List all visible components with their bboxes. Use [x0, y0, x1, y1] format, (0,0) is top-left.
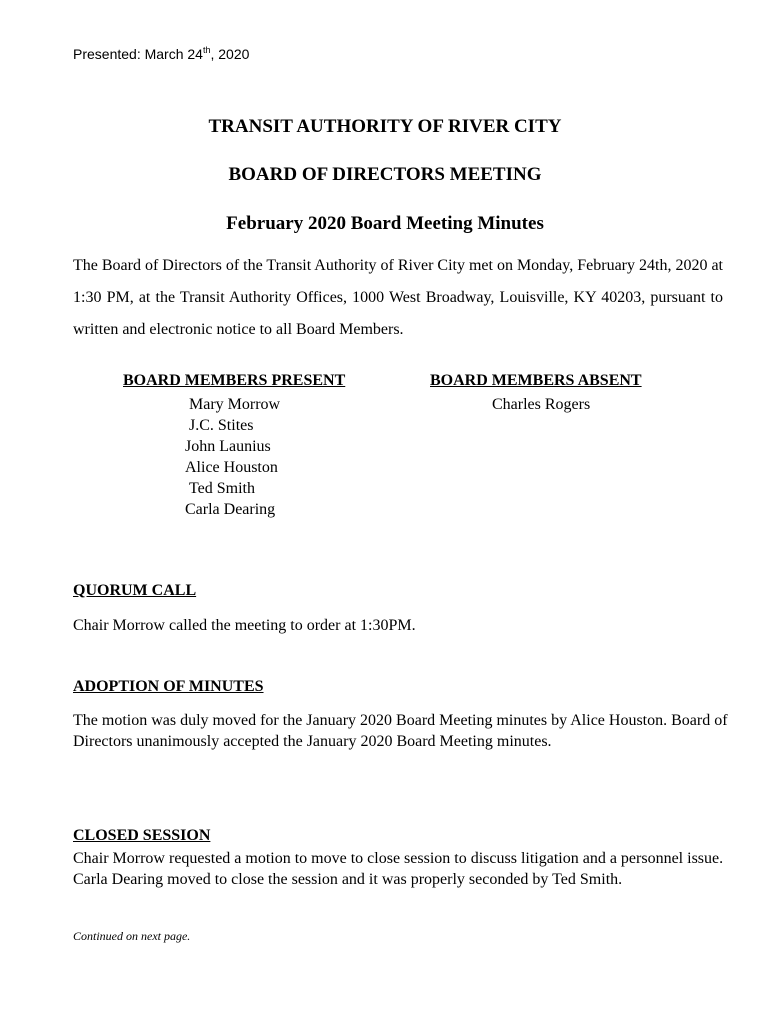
member-present: Carla Dearing — [185, 501, 276, 518]
closed-session-heading: CLOSED SESSION — [73, 827, 211, 844]
intro-paragraph: The Board of Directors of the Transit Authority of River City met on Monday, February 24th, 2020 at 1:30 PM, at the Transit Authority Offices, 1000 West Broadway, Louisville, KY 40203, pursuant to written and electronic notice to all Board Members. — [73, 257, 723, 338]
presented-date-prefix: Presented: March 24 — [73, 46, 203, 62]
member-present: J.C. Stites — [189, 417, 254, 434]
members-absent-header: BOARD MEMBERS ABSENT — [430, 372, 642, 389]
meeting-title: BOARD OF DIRECTORS MEETING — [228, 164, 542, 185]
member-present: John Launius — [185, 438, 271, 455]
member-present: Mary Morrow — [189, 396, 281, 413]
quorum-call-text: Chair Morrow called the meeting to order at 1:30PM. — [73, 617, 416, 634]
organization-title: TRANSIT AUTHORITY OF RIVER CITY — [208, 116, 562, 137]
quorum-call-heading: QUORUM CALL — [73, 582, 197, 599]
adoption-of-minutes-text: The motion was duly moved for the January 2020 Board Meeting minutes by Alice Houston. Board of Directors unanimously accepted the January 2020 Board Meeting minutes. — [73, 712, 728, 750]
adoption-of-minutes-heading: ADOPTION OF MINUTES — [73, 678, 264, 695]
member-present: Alice Houston — [185, 459, 278, 476]
presented-date-suffix: , 2020 — [210, 46, 250, 62]
continued-note: Continued on next page. — [73, 929, 191, 943]
minutes-title: February 2020 Board Meeting Minutes — [226, 213, 544, 234]
member-present: Ted Smith — [189, 480, 255, 497]
members-present-header: BOARD MEMBERS PRESENT — [123, 372, 346, 389]
closed-session-text: Chair Morrow requested a motion to move to close session to discuss litigation and a personnel issue. Carla Dearing moved to close the session and it was properly seconded by Ted Smith. — [73, 850, 724, 888]
presented-date-superscript: th — [202, 45, 211, 55]
presented-date — [73, 46, 249, 62]
member-absent: Charles Rogers — [492, 396, 591, 413]
